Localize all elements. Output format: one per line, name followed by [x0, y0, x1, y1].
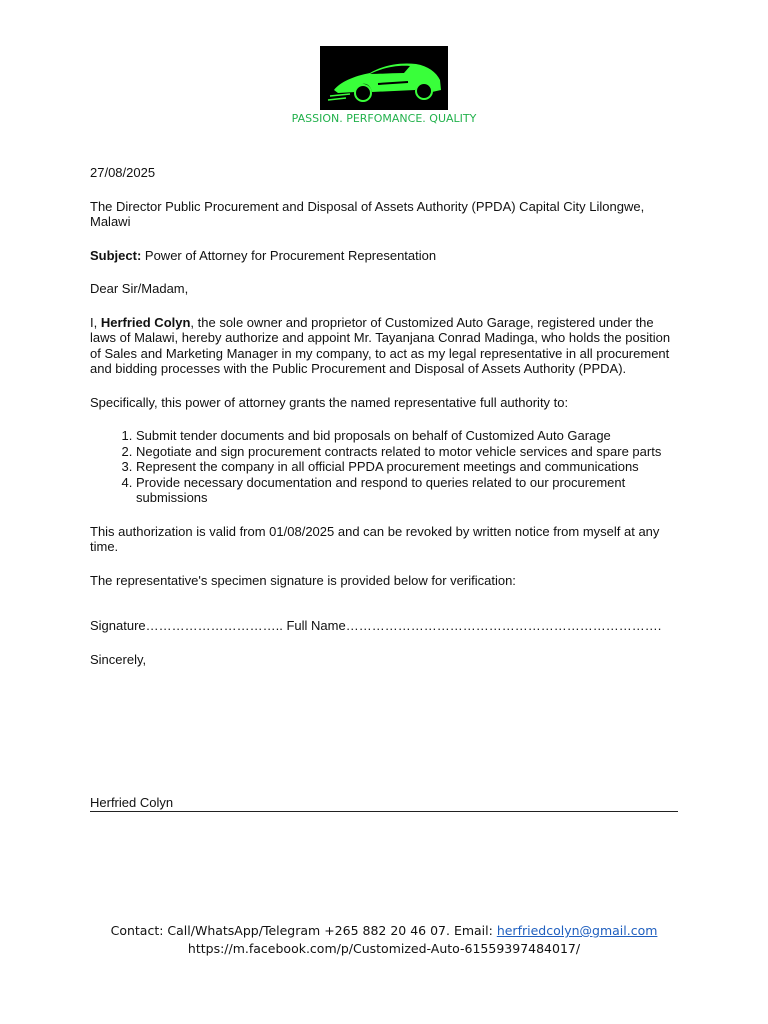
- company-logo: [320, 46, 448, 110]
- subject-label: Subject:: [90, 247, 142, 263]
- validity-statement: This authorization is valid from 01/08/2025 and can be revoked by written notice from myself at any time.: [90, 523, 660, 554]
- grants-intro: Specifically, this power of attorney grants the named representative full authority to:: [90, 394, 569, 410]
- sports-car-logo-icon: [320, 46, 448, 110]
- salutation: Dear Sir/Madam,: [90, 281, 189, 296]
- intro-paragraph: [90, 315, 680, 377]
- intro-prefix: I,: [90, 314, 101, 330]
- footer: [0, 922, 768, 958]
- grants-list: [90, 428, 680, 506]
- letter-body: [90, 165, 680, 667]
- closing: Sincerely,: [90, 651, 147, 667]
- specimen-note: The representative's specimen signature is provided below for verification:: [90, 572, 516, 588]
- signature-line: Signature………………………….. Full Name……………………………………………………………….: [90, 618, 662, 633]
- company-tagline: PASSION. PERFOMANCE. QUALITY: [291, 112, 477, 125]
- letter-date: 27/08/2025: [90, 165, 156, 180]
- grant-item: 3. Represent the company in all official PPDA procurement meetings and communications: [136, 459, 680, 475]
- grantor-name: Herfried Colyn: [100, 314, 191, 330]
- signer-name: Herfried Colyn: [90, 795, 678, 812]
- contact-line: [0, 922, 768, 940]
- contact-text: Contact: Call/WhatsApp/Telegram +265 882 20 46 07. Email:: [110, 923, 497, 938]
- email-link[interactable]: herfriedcolyn@gmail.com: [496, 923, 658, 938]
- grant-item: 4. Provide necessary documentation and respond to queries related to our procurement submissions: [136, 475, 680, 506]
- facebook-url: https://m.facebook.com/p/Customized-Auto-61559397484017/: [187, 941, 581, 956]
- grant-item: 2. Negotiate and sign procurement contracts related to motor vehicle services and spare parts: [136, 444, 680, 460]
- intro-text: , the sole owner and proprietor of Customized Auto Garage, registered under the laws of Malawi, hereby authorize and appoint Mr. Tayanjana Conrad Madinga, who holds the position of Sales and Marketing Manager in my company, to act as my legal representative in all procurement and bidding processes with the Public Procurement and Disposal of Assets Authority (PPDA).: [90, 314, 671, 376]
- subject-text: Power of Attorney for Procurement Representation: [141, 247, 437, 263]
- subject-line: [90, 248, 680, 264]
- recipient-address: The Director Public Procurement and Disposal of Assets Authority (PPDA) Capital City Lilongwe, Malawi: [90, 198, 645, 229]
- grant-item: 1. Submit tender documents and bid proposals on behalf of Customized Auto Garage: [136, 428, 680, 444]
